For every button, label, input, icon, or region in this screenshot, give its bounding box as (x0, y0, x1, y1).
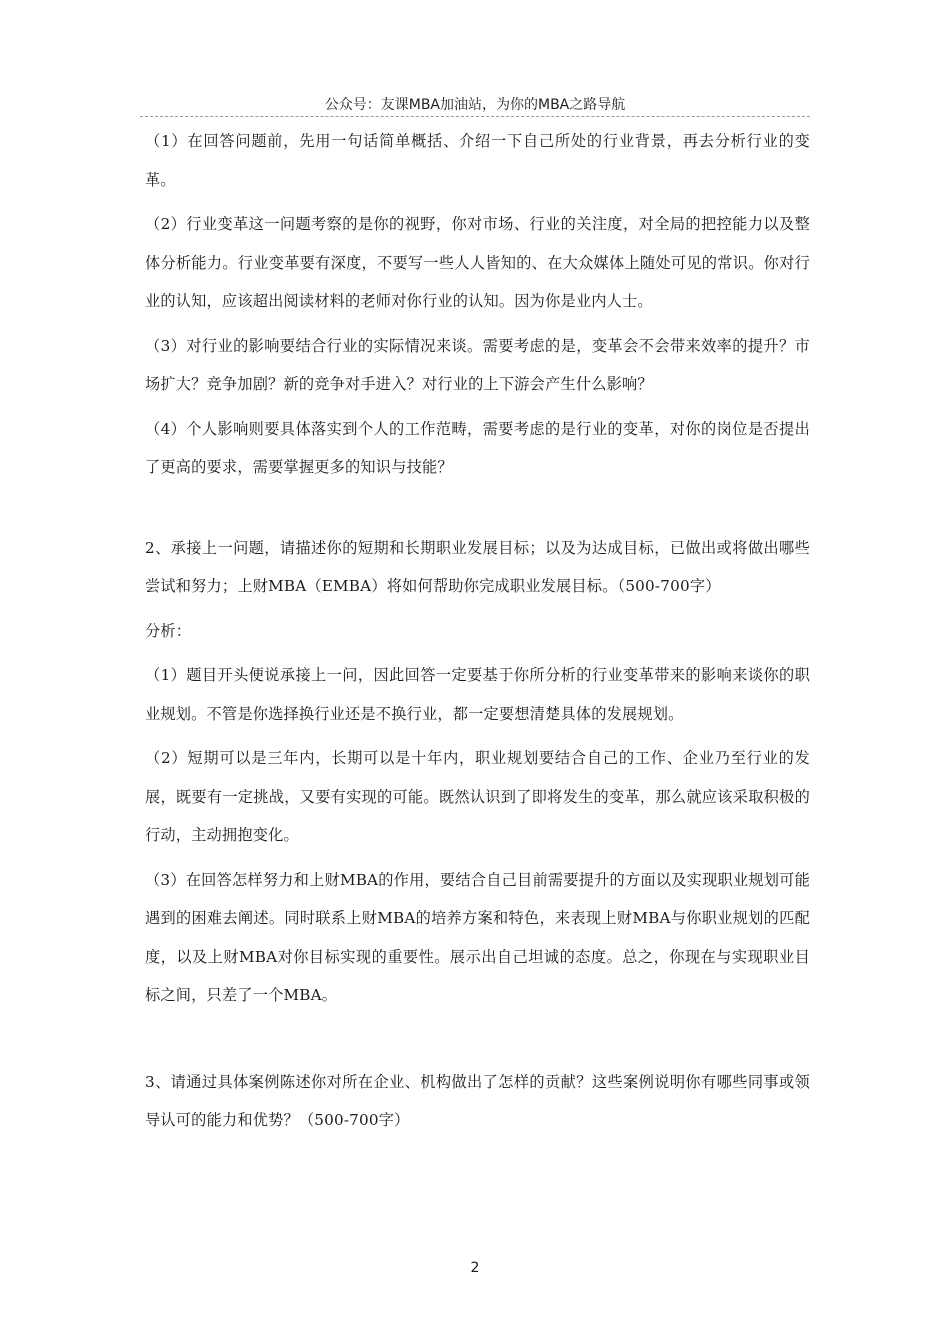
page-number: 2 (470, 1260, 480, 1276)
paragraph-gap (145, 487, 810, 529)
question-3: 3、请通过具体案例陈述你对所在企业、机构做出了怎样的贡献？这些案例说明你有哪些同事或领导认可的能力和优势？（500-700字） (145, 1072, 810, 1129)
section1-point-4: （4）个人影响则要具体落实到个人的工作范畴，需要考虑的是行业的变革，对你的岗位是否提出了更高的要求，需要掌握更多的知识与技能？ (145, 419, 810, 476)
header-divider (140, 116, 810, 117)
section1-point-3: （3）对行业的影响要结合行业的实际情况来谈。需要考虑的是，变革会不会带来效率的提升？市场扩大？竞争加剧？新的竞争对手进入？对行业的上下游会产生什么影响？ (145, 336, 810, 393)
section1-point-1: （1）在回答问题前，先用一句话简单概括、介绍一下自己所处的行业背景，再去分析行业的变革。 (145, 132, 810, 189)
page-header: 公众号：友课MBA加油站，为你的MBA之路导航 (324, 97, 626, 113)
question2-point-3: （3）在回答怎样努力和上财MBA的作用，要结合自己目前需要提升的方面以及实现职业规划可能遇到的困难去阐述。同时联系上财MBA的培养方案和特色，来表现上财MBA与你职业规划的匹配度，以及上财MBA对你目标实现的重要性。展示出自己坦诚的态度。总之，你现在与实现职业目标之间，只差了一个MBA。 (145, 870, 810, 1004)
paragraph-gap (145, 1015, 810, 1063)
question2-point-1: （1）题目开头便说承接上一问，因此回答一定要基于你所分析的行业变革带来的影响来谈你的职业规划。不管是你选择换行业还是不换行业，都一定要想清楚具体的发展规划。 (145, 666, 810, 723)
analysis-label: 分析： (145, 621, 192, 640)
document-body (145, 122, 810, 1140)
question2-point-2: （2）短期可以是三年内，长期可以是十年内，职业规划要结合自己的工作、企业乃至行业的发展，既要有一定挑战，又要有实现的可能。既然认识到了即将发生的变革，那么就应该采取积极的行动，主动拥抱变化。 (145, 749, 810, 844)
question-2: 2、承接上一问题，请描述你的短期和长期职业发展目标；以及为达成目标，已做出或将做出哪些尝试和努力；上财MBA（EMBA）将如何帮助你完成职业发展目标。（500-700字） (145, 538, 810, 595)
section1-point-2: （2）行业变革这一问题考察的是你的视野，你对市场、行业的关注度，对全局的把控能力以及整体分析能力。行业变革要有深度，不要写一些人人皆知的、在大众媒体上随处可见的常识。你对行业的认知，应该超出阅读材料的老师对你行业的认知。因为你是业内人士。 (145, 215, 810, 310)
